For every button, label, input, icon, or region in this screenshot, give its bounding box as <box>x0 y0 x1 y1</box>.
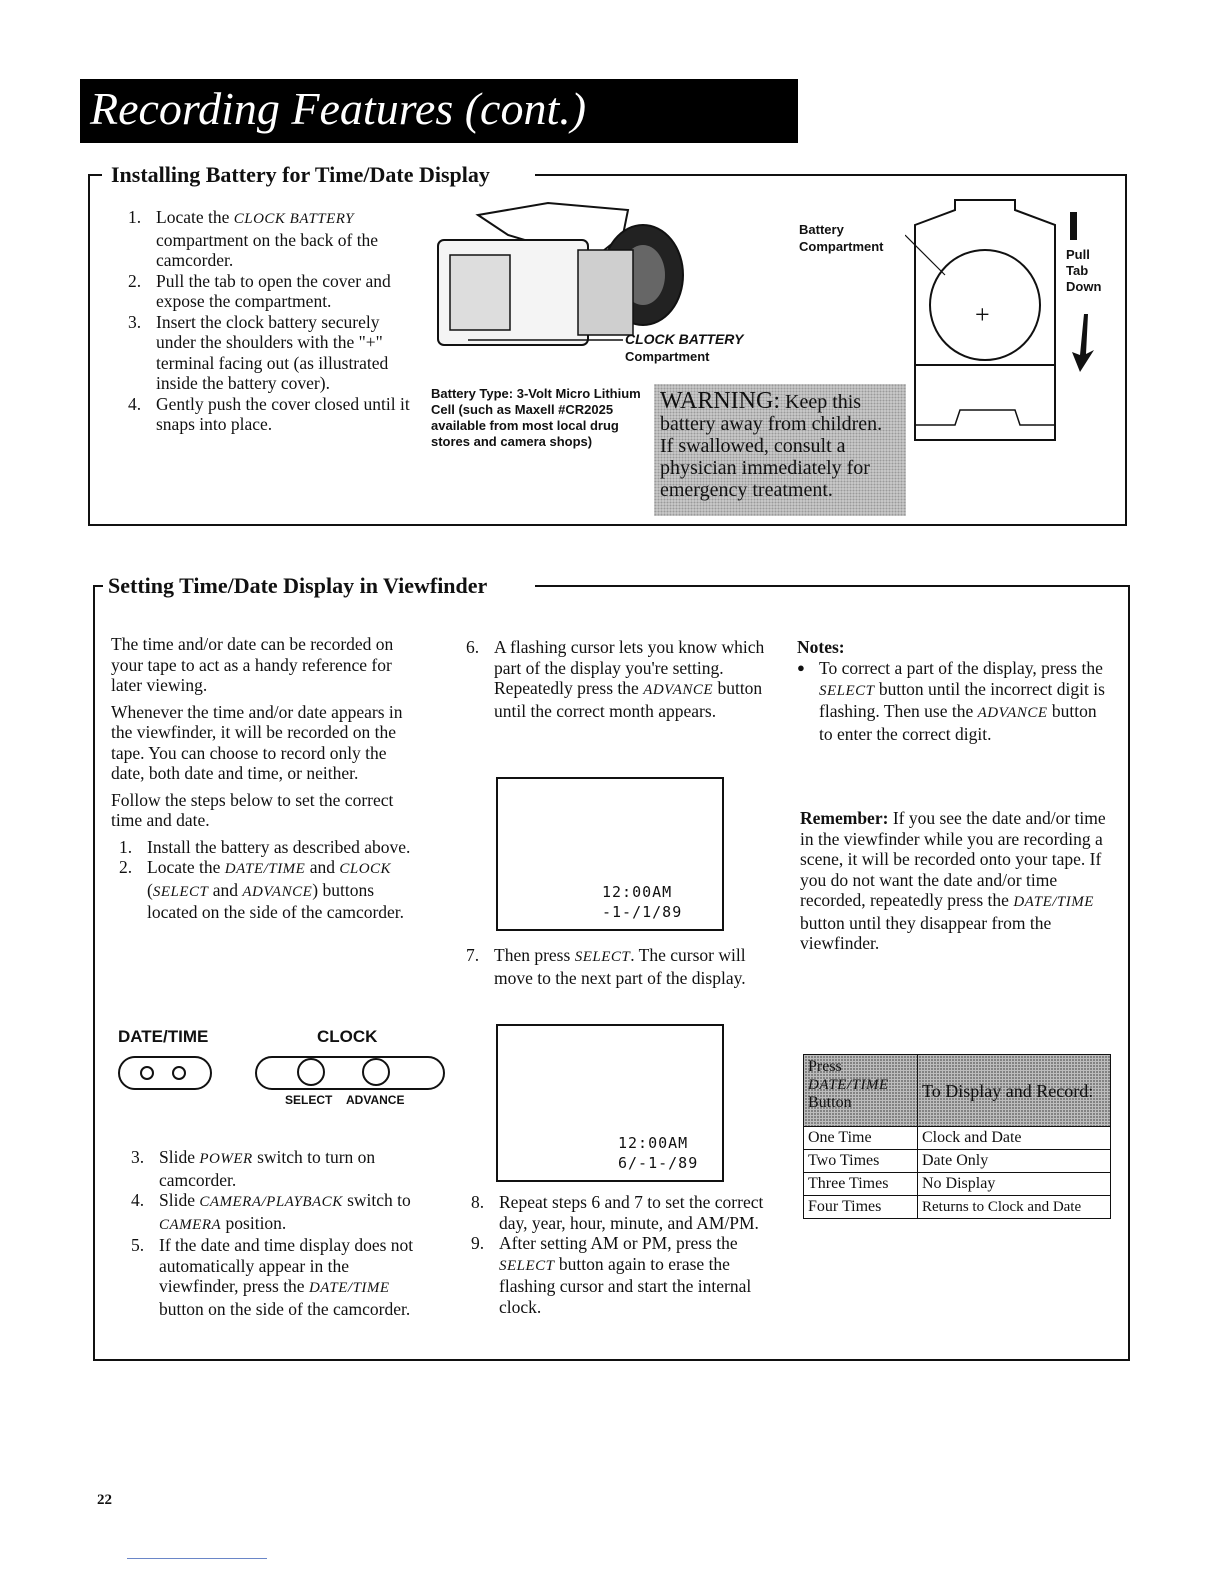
down-label: Down <box>1066 279 1102 294</box>
table-header-result: To Display and Record: <box>918 1055 1111 1127</box>
note-item: ● To correct a part of the display, press the SELECT button until the incorrect digit is flashing. Then use the ADVANCE button to enter the correct digit. <box>797 658 1105 744</box>
datetime-button-label: DATE/TIME <box>118 1027 209 1046</box>
advance-button[interactable] <box>362 1058 390 1086</box>
note-bullet: ● <box>797 660 805 675</box>
pull-label: Pull <box>1066 247 1090 262</box>
compartment-label: Compartment <box>625 349 710 364</box>
advance-button-label: ADVANCE <box>346 1093 405 1107</box>
section2-frame-right <box>1128 585 1130 1361</box>
setup-steps-list-b <box>131 1147 427 1319</box>
setup-steps-list-a <box>111 837 421 923</box>
table-row: Four Times Returns to Clock and Date <box>804 1196 1111 1219</box>
setup-step-3: 3. Slide POWER switch to turn on camcorder. <box>131 1147 376 1190</box>
warning-box <box>654 384 906 516</box>
table-row: Three Times No Display <box>804 1173 1111 1196</box>
setup-step-5: 5. If the date and time display does not automatically appear in the viewfinder, press the DATE/TIME button on the side of the camcorder. <box>131 1235 414 1319</box>
viewfinder-display-1 <box>496 777 724 931</box>
viewfinder-1-time: 12:00AM <box>602 883 673 901</box>
datetime-button-dot-right <box>172 1066 186 1080</box>
tab-label: Tab <box>1066 263 1089 278</box>
notes-title: Notes: <box>797 637 845 657</box>
section2-frame-bottom <box>93 1359 1130 1361</box>
datetime-button-dot-left <box>140 1066 154 1080</box>
setup-step-8: 8. Repeat steps 6 and 7 to set the correct day, year, hour, minute, and AM/PM. <box>471 1192 764 1233</box>
battery-step-2: 2. Pull the tab to open the cover and expose the compartment. <box>128 270 391 311</box>
datetime-press-table <box>803 1054 1111 1219</box>
remember-label: Remember: <box>800 808 889 828</box>
page-number: 22 <box>97 1492 112 1508</box>
pull-arrow-icon <box>1070 212 1077 240</box>
section1-title: Installing Battery for Time/Date Display <box>111 162 498 188</box>
viewfinder-display-2 <box>496 1024 724 1182</box>
setup-step-7: 7. Then press SELECT. The cursor will move to the next part of the display. <box>466 945 746 988</box>
clock-battery-label: CLOCK BATTERY <box>625 331 744 347</box>
intro-paragraph-1: The time and/or date can be recorded on your tape to act as a handy reference for later viewing. <box>111 634 394 695</box>
setup-step-6: 6. A flashing cursor lets you know which part of the display you're setting. Repeatedly press the ADVANCE button until the correct month appears. <box>466 637 765 721</box>
select-button-label: SELECT <box>285 1093 333 1107</box>
warning-text: Keep this battery away from children. If swallowed, consult a physician immediately for emergency treatment. <box>660 391 883 501</box>
section1-frame-left <box>88 174 90 526</box>
battery-type-text: Battery Type: 3-Volt Micro Lithium Cell (such as Maxell #CR2025 available from most local drug stores and camera shops) <box>431 386 641 449</box>
battery-compartment-diagram <box>905 195 1075 445</box>
setup-steps-list-e <box>471 1192 771 1317</box>
warning-word: WARNING: <box>660 388 780 414</box>
table-header-press: Press DATE/TIME Button <box>804 1055 918 1127</box>
battery-steps-list <box>128 207 413 435</box>
battery-compartment-label: Battery Compartment <box>799 222 884 254</box>
intro-text <box>111 634 421 923</box>
section1-frame-top <box>535 174 1127 176</box>
setup-steps-list-c <box>466 637 766 721</box>
datetime-button[interactable] <box>118 1056 212 1090</box>
viewfinder-2-date: 6/-1-/89 <box>618 1154 699 1172</box>
section1-frame-right <box>1125 174 1127 526</box>
table-row: One Time Clock and Date <box>804 1127 1111 1150</box>
banner-title: Recording Features (cont.) <box>90 83 587 134</box>
footer-rule <box>127 1558 267 1559</box>
select-button[interactable] <box>297 1058 325 1086</box>
page-banner <box>80 79 798 143</box>
setup-step-9: 9. After setting AM or PM, press the SELECT button again to erase the flashing cursor and start the internal clock. <box>471 1233 752 1317</box>
section2-frame-top <box>535 585 1130 587</box>
section1-frame-bottom <box>88 524 1127 526</box>
section2-frame-left <box>93 585 95 1361</box>
clock-button-label: CLOCK <box>317 1027 378 1046</box>
section1-frame-top-left <box>88 174 102 176</box>
setup-step-2: 2. Locate the DATE/TIME and CLOCK (SELECT and ADVANCE) buttons located on the side of the camcorder. <box>119 857 405 922</box>
intro-paragraph-2: Whenever the time and/or date appears in the viewfinder, it will be recorded on the tape. You can choose to record only the date, both date and time, or neither. <box>111 701 403 783</box>
setup-steps-list-d <box>466 945 766 988</box>
battery-step-4: 4. Gently push the cover closed until it snaps into place. <box>128 393 410 434</box>
battery-step-3: 3. Insert the clock battery securely under the shoulders with the "+" terminal facing out (as illustrated inside the battery cover). <box>128 311 389 393</box>
intro-paragraph-3: Follow the steps below to set the correct time and date. <box>111 789 394 830</box>
remember-paragraph: Remember: If you see the date and/or time in the viewfinder while you are recording a scene, it will be recorded onto your tape. If you do not want the date and/or time recorded, repeatedly press the DATE/TIME button until they disappear from the viewfinder. <box>800 808 1106 953</box>
down-arrow-icon <box>1068 312 1098 374</box>
clock-button-housing <box>255 1056 445 1090</box>
section2-title: Setting Time/Date Display in Viewfinder <box>108 573 495 599</box>
setup-step-1: 1. Install the battery as described above. <box>119 836 411 857</box>
table-row: Two Times Date Only <box>804 1150 1111 1173</box>
setup-step-4: 4. Slide CAMERA/PLAYBACK switch to CAMERA position. <box>131 1190 411 1233</box>
viewfinder-1-date: -1-/1/89 <box>602 903 683 921</box>
plus-terminal-sign: + <box>975 300 990 329</box>
viewfinder-2-time: 12:00AM <box>618 1134 689 1152</box>
battery-step-1: 1. Locate the CLOCK BATTERY compartment on the back of the camcorder. <box>128 207 379 270</box>
